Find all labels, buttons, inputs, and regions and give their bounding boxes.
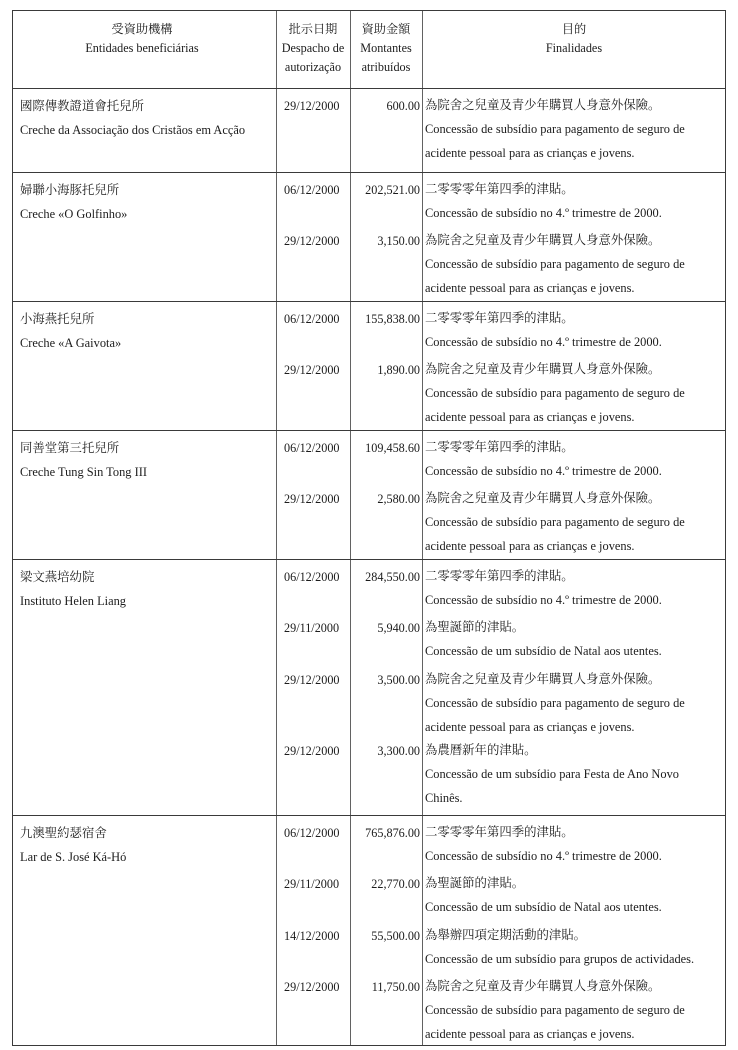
purpose-pt-line1: Concessão de subsídio para pagamento de seguro de (425, 515, 685, 529)
authorization-date: 29/12/2000 (284, 744, 340, 758)
purpose-pt-line1: Concessão de subsídio no 4.º trimestre de 2000. (425, 206, 662, 220)
purpose-zh: 為舉辦四項定期活動的津貼。 (425, 928, 587, 942)
purpose-pt-line1: Concessão de subsídio no 4.º trimestre de 2000. (425, 849, 662, 863)
authorization-date: 29/12/2000 (284, 673, 340, 687)
entity-name-pt: Creche da Associação dos Cristãos em Acção (20, 123, 246, 137)
entity-name-pt: Creche «A Gaivota» (20, 336, 122, 350)
header-purpose (422, 20, 726, 58)
header-date-pt1: Despacho de (281, 41, 345, 55)
purpose-pt-line1: Concessão de subsídio para pagamento de seguro de (425, 1003, 685, 1017)
authorization-date: 29/12/2000 (284, 363, 340, 377)
purpose-zh: 為院舍之兒童及青少年購買人身意外保險。 (425, 362, 661, 376)
purpose-zh: 為院舍之兒童及青少年購買人身意外保險。 (425, 233, 661, 247)
authorization-date: 29/12/2000 (284, 492, 340, 506)
header-date-pt2: autorização (284, 60, 342, 74)
beneficiary-group (12, 815, 726, 1046)
header-purpose-zh: 目的 (561, 22, 587, 36)
purpose-pt-line1: Concessão de subsídio para pagamento de seguro de (425, 386, 685, 400)
authorization-date: 29/12/2000 (284, 234, 340, 248)
amount-value: 55,500.00 (371, 929, 420, 943)
amount-value: 2,580.00 (377, 492, 420, 506)
header-amount-zh: 資助金額 (361, 22, 411, 36)
purpose-pt-line2: acidente pessoal para as crianças e jovens. (425, 146, 635, 160)
amount-value: 600.00 (386, 99, 420, 113)
authorization-date: 29/12/2000 (284, 980, 340, 994)
beneficiary-group (12, 430, 726, 559)
amount-value: 22,770.00 (371, 877, 420, 891)
purpose-zh: 為院舍之兒童及青少年購買人身意外保險。 (425, 491, 661, 505)
amount-value: 11,750.00 (371, 980, 420, 994)
amount-value: 5,940.00 (377, 621, 420, 635)
header-amount-pt1: Montantes (360, 41, 412, 55)
purpose-zh: 為聖誕節的津貼。 (425, 876, 525, 890)
entity-name-zh: 小海燕托兒所 (20, 312, 95, 326)
subsidy-table (12, 10, 726, 1046)
purpose-zh: 二零零零年第四季的津貼。 (425, 440, 574, 454)
purpose-pt-line2: acidente pessoal para as crianças e jovens. (425, 410, 635, 424)
purpose-pt-line1: Concessão de um subsídio de Natal aos utentes. (425, 900, 662, 914)
entity-name-zh: 婦聯小海豚托兒所 (20, 183, 120, 197)
purpose-zh: 為農曆新年的津貼。 (425, 743, 537, 757)
authorization-date: 14/12/2000 (284, 929, 340, 943)
header-entity-zh: 受資助機構 (111, 22, 173, 36)
beneficiary-group (12, 559, 726, 815)
entity-name-pt: Lar de S. José Ká-Hó (20, 850, 127, 864)
entity-name-pt: Instituto Helen Liang (20, 594, 126, 608)
amount-value: 3,150.00 (377, 234, 420, 248)
purpose-zh: 為聖誕節的津貼。 (425, 620, 525, 634)
purpose-pt-line1: Concessão de um subsídio de Natal aos utentes. (425, 644, 662, 658)
amount-value: 765,876.00 (365, 826, 420, 840)
entity-name-zh: 梁文燕培幼院 (20, 570, 95, 584)
amount-value: 3,500.00 (377, 673, 420, 687)
purpose-pt-line2: acidente pessoal para as crianças e jovens. (425, 539, 635, 553)
authorization-date: 06/12/2000 (284, 312, 340, 326)
authorization-date: 29/11/2000 (284, 877, 340, 891)
header-date (276, 20, 350, 77)
header-date-zh: 批示日期 (288, 22, 338, 36)
purpose-pt-line1: Concessão de subsídio para pagamento de seguro de (425, 257, 685, 271)
purpose-zh: 為院舍之兒童及青少年購買人身意外保險。 (425, 672, 661, 686)
purpose-pt-line2: acidente pessoal para as crianças e jovens. (425, 720, 635, 734)
purpose-pt-line2: acidente pessoal para as crianças e jovens. (425, 1027, 635, 1041)
header-amount-pt2: atribuídos (361, 60, 411, 74)
purpose-zh: 二零零零年第四季的津貼。 (425, 825, 574, 839)
beneficiary-group (12, 301, 726, 430)
amount-value: 202,521.00 (365, 183, 420, 197)
purpose-zh: 二零零零年第四季的津貼。 (425, 569, 574, 583)
entity-name-zh: 同善堂第三托兒所 (20, 441, 120, 455)
purpose-pt-line1: Concessão de subsídio no 4.º trimestre de 2000. (425, 335, 662, 349)
purpose-pt-line1: Concessão de subsídio para pagamento de seguro de (425, 696, 685, 710)
beneficiary-group (12, 88, 726, 172)
header-purpose-pt: Finalidades (545, 41, 603, 55)
amount-value: 1,890.00 (377, 363, 420, 377)
amount-value: 3,300.00 (377, 744, 420, 758)
beneficiary-group (12, 172, 726, 301)
entity-name-pt: Creche Tung Sin Tong III (20, 465, 147, 479)
authorization-date: 06/12/2000 (284, 826, 340, 840)
entity-name-pt: Creche «O Golfinho» (20, 207, 128, 221)
authorization-date: 06/12/2000 (284, 183, 340, 197)
purpose-zh: 二零零零年第四季的津貼。 (425, 182, 574, 196)
amount-value: 284,550.00 (365, 570, 420, 584)
entity-name-zh: 國際傳教證道會托兒所 (20, 99, 144, 113)
purpose-zh: 為院舍之兒童及青少年購買人身意外保險。 (425, 98, 661, 112)
purpose-pt-line1: Concessão de subsídio para pagamento de seguro de (425, 122, 685, 136)
purpose-zh: 為院舍之兒童及青少年購買人身意外保險。 (425, 979, 661, 993)
purpose-pt-line2: acidente pessoal para as crianças e jovens. (425, 281, 635, 295)
entity-name-zh: 九澳聖約瑟宿舍 (20, 826, 107, 840)
purpose-pt-line1: Concessão de subsídio no 4.º trimestre de 2000. (425, 593, 662, 607)
authorization-date: 29/11/2000 (284, 621, 340, 635)
amount-value: 155,838.00 (365, 312, 420, 326)
amount-value: 109,458.60 (365, 441, 420, 455)
authorization-date: 29/12/2000 (284, 99, 340, 113)
header-amount (350, 20, 422, 77)
purpose-pt-line1: Concessão de subsídio no 4.º trimestre de 2000. (425, 464, 662, 478)
authorization-date: 06/12/2000 (284, 570, 340, 584)
purpose-pt-line1: Concessão de um subsídio para Festa de Ano Novo (425, 767, 679, 781)
purpose-pt-line2: Chinês. (425, 791, 463, 805)
header-entity (12, 20, 272, 58)
authorization-date: 06/12/2000 (284, 441, 340, 455)
purpose-zh: 二零零零年第四季的津貼。 (425, 311, 574, 325)
header-entity-pt: Entidades beneficiárias (85, 41, 199, 55)
purpose-pt-line1: Concessão de um subsídio para grupos de actividades. (425, 952, 695, 966)
